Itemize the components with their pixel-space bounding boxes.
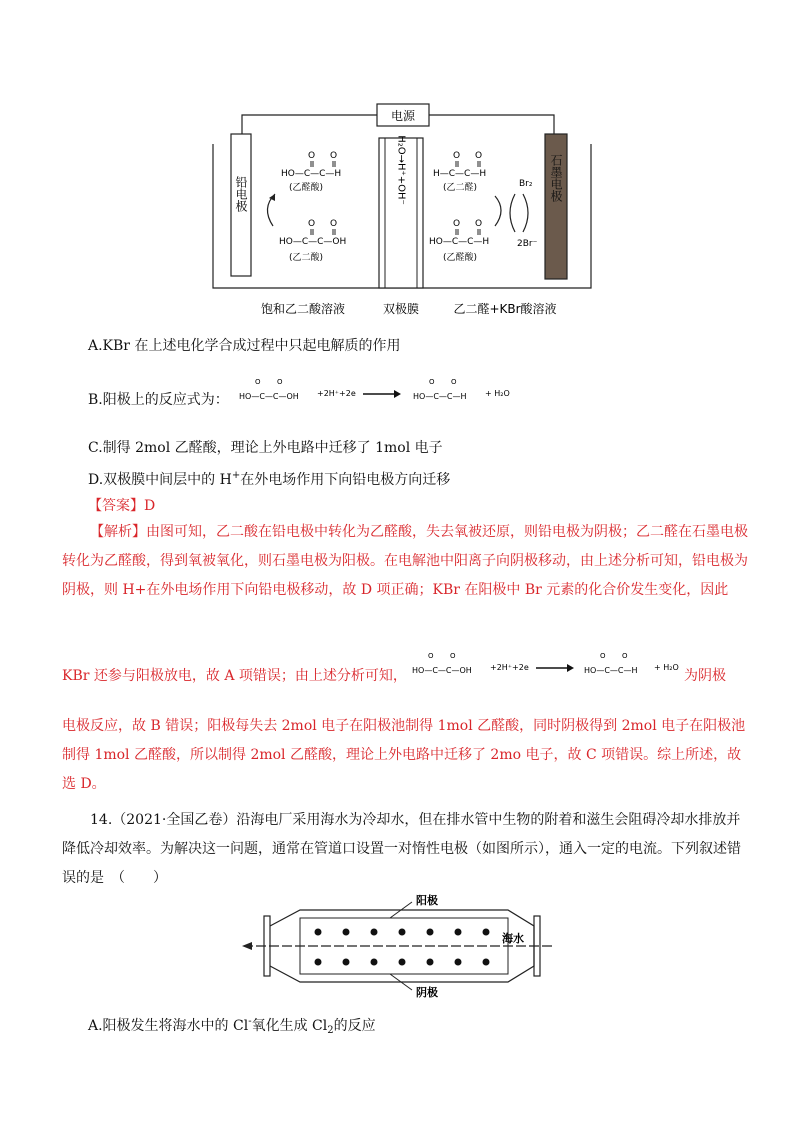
svg-text:O: O xyxy=(450,652,456,660)
analysis-paragraph-3: 电极反应，故 B 错误；阳极每失去 2mol 电子在阳极池制得 1mol 乙醛酸，同时阴极得到 2mol 电子在阳极池制得 1mol 乙醛酸，所以制得 2mol 乙醛酸，理论上外电路中迁移了 2mo 电子，故 C 项错误。综上所述，故选 D。 xyxy=(62,718,746,792)
answer-label: 【答案】 xyxy=(88,498,144,514)
svg-text:O: O xyxy=(308,151,316,161)
option-b xyxy=(88,390,229,410)
svg-text:O: O xyxy=(475,151,483,161)
svg-text:HO—C—C—OH: HO—C—C—OH xyxy=(412,666,472,675)
option-c: C.制得 2mol 乙醛酸，理论上外电路中迁移了 1mol 电子 xyxy=(88,440,443,456)
svg-text:HO—C—C—OH: HO—C—C—OH xyxy=(279,237,347,247)
svg-text:(乙二酸): (乙二酸) xyxy=(289,253,324,263)
glyoxylic-acid-structure-left xyxy=(281,151,341,193)
electrolysis-cell-diagram xyxy=(205,98,600,323)
anode-equation-b xyxy=(235,374,525,410)
svg-text:O: O xyxy=(330,151,338,161)
br-minus-label: 2Br⁻ xyxy=(517,239,538,249)
question-14-stem: 14.（2021·全国乙卷）沿海电厂采用海水为冷却水，但在排水管中生物的附着和滋生会阻碍冷却水排放并降低冷却效率。为解决这一问题，通常在管道口设置一对惰性电极（如图所示），通入一定的电流。下列叙述错误的是 （ ） xyxy=(62,812,741,886)
glyoxylic-acid-structure-right xyxy=(429,219,489,263)
glyoxal-structure xyxy=(433,151,486,193)
oxidation-arrow xyxy=(495,196,501,226)
svg-text:O: O xyxy=(255,378,261,386)
svg-text:O: O xyxy=(428,652,434,660)
svg-text:HO—C—C—H: HO—C—C—H xyxy=(429,237,490,247)
right-solution-label: 乙二醛+KBr酸溶液 xyxy=(453,302,557,316)
svg-text:+2H⁺+2e: +2H⁺+2e xyxy=(490,663,529,672)
cathode-label: 阴极 xyxy=(416,986,438,999)
svg-text:O: O xyxy=(308,219,316,229)
membrane-reaction: H₂O→H⁺+OH⁻ xyxy=(395,135,407,205)
svg-text:(乙醛酸): (乙醛酸) xyxy=(289,183,324,193)
oxalic-acid-structure xyxy=(279,219,346,263)
svg-text:O: O xyxy=(600,652,606,660)
svg-text:+ H₂O: + H₂O xyxy=(654,663,679,672)
svg-text:+2H⁺+2e: +2H⁺+2e xyxy=(317,389,356,398)
svg-text:O: O xyxy=(453,151,461,161)
svg-text:O: O xyxy=(429,378,435,386)
svg-text:O: O xyxy=(475,219,483,229)
svg-text:HO—C—C—H: HO—C—C—H xyxy=(281,169,342,179)
option-a: A.KBr 在上述电化学合成过程中只起电解质的作用 xyxy=(88,338,401,354)
analysis-label: 【解析】 xyxy=(90,524,146,540)
wire-left xyxy=(242,115,377,136)
svg-text:H—C—C—H: H—C—C—H xyxy=(433,169,487,179)
svg-text:(乙二醛): (乙二醛) xyxy=(443,183,478,193)
svg-text:O: O xyxy=(622,652,628,660)
option-b-prefix: B.阳极上的反应式为： xyxy=(88,392,229,408)
left-solution-label: 饱和乙二酸溶液 xyxy=(260,302,346,316)
power-label: 电源 xyxy=(390,109,416,123)
analysis-paragraph-2-end: 为阴极 xyxy=(684,668,726,684)
anode-label: 阳极 xyxy=(416,894,438,907)
svg-text:O: O xyxy=(451,378,457,386)
option-d: D.双极膜中间层中的 H+在外电场作用下向铅电极方向迁移 xyxy=(88,470,451,488)
bromine-cycle-arrow xyxy=(510,194,528,232)
svg-text:O: O xyxy=(453,219,461,229)
answer-line xyxy=(88,496,155,516)
svg-text:HO—C—C—OH: HO—C—C—OH xyxy=(239,392,299,401)
seawater-label: 海水 xyxy=(502,932,524,945)
lead-electrode-label: 铅电极 xyxy=(234,176,248,212)
graphite-electrode-label: 石墨电极 xyxy=(549,154,563,202)
analysis-paragraph-1: 【解析】由图可知，乙二酸在铅电极中转化为乙醛酸，失去氧被还原，则铅电极为阴极；乙二醛在石墨电极转化为乙醛酸，得到氧被氧化，则石墨电极为阳极。在电解池中阳离子向阴极移动，由上述分析可知，铅电极为阴极，则 H+在外电场作用下向铅电极移动，故 D 项正确；KBr 在阳极中 Br 元素的化合价发生变化，因此 xyxy=(62,524,748,598)
svg-text:HO—C—C—H: HO—C—C—H xyxy=(413,392,467,401)
membrane-label: 双极膜 xyxy=(382,302,420,316)
br2-label: Br₂ xyxy=(519,179,533,189)
wire-right xyxy=(429,115,554,136)
cathode-equation-inline xyxy=(410,648,685,684)
q14-option-a: A.阳极发生将海水中的 Cl-氧化生成 $Cl_2$的反应 xyxy=(88,1016,376,1036)
svg-text:O: O xyxy=(330,219,338,229)
anode-dots xyxy=(315,929,490,936)
answer-value: D xyxy=(144,498,156,514)
svg-text:HO—C—C—H: HO—C—C—H xyxy=(584,666,638,675)
pipe-electrode-diagram xyxy=(240,892,570,1002)
svg-text:+ H₂O: + H₂O xyxy=(485,389,510,398)
svg-text:(乙醛酸): (乙醛酸) xyxy=(443,253,478,263)
analysis-paragraph-2: KBr 还参与阳极放电，故 A 项错误；由上述分析可知， xyxy=(62,668,407,684)
svg-text:O: O xyxy=(277,378,283,386)
cathode-dots xyxy=(315,959,490,966)
